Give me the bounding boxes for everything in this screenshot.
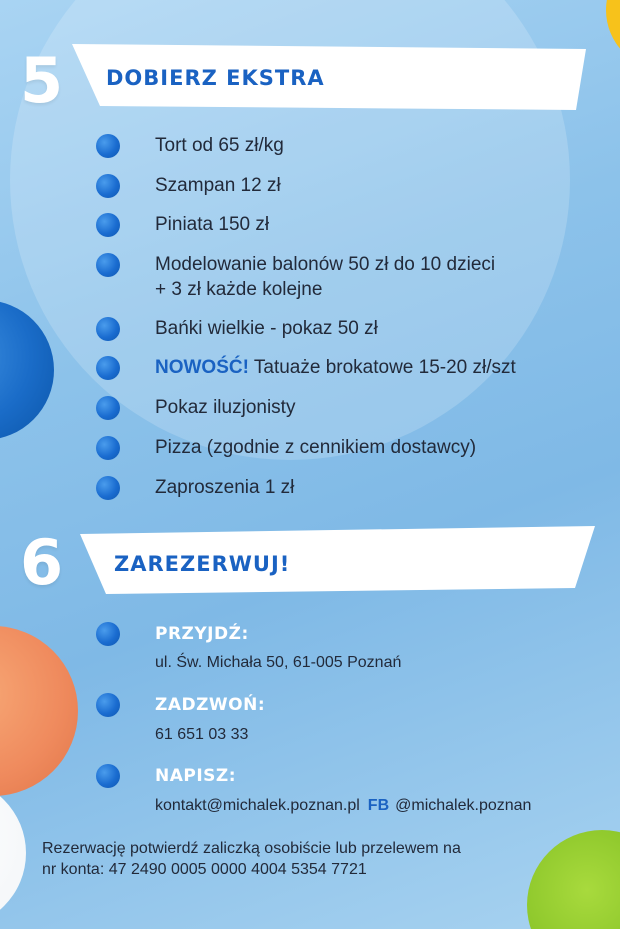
bullet-icon [96, 476, 120, 500]
list-item-text: Tort od 65 zł/kg [155, 135, 284, 156]
phone-number[interactable]: 61 651 03 33 [155, 726, 249, 743]
fb-handle[interactable]: @michalek.poznan [395, 797, 532, 814]
address-text: ul. Św. Michała 50, 61-005 Poznań [155, 654, 402, 671]
section-6-number: 6 [20, 526, 64, 599]
decorative-blue-ball [0, 300, 54, 440]
list-item-text-line2: + 3 zł każde kolejne [155, 279, 323, 300]
section-5-number: 5 [20, 44, 64, 117]
bullet-icon [96, 693, 120, 717]
section-5-title: DOBIERZ EKSTRA [106, 66, 325, 90]
bullet-icon [96, 396, 120, 420]
bullet-icon [96, 174, 120, 198]
footer-note [42, 838, 542, 880]
footer-line-1: Rezerwację potwierdź zaliczką osobiście lub przelewem na [42, 840, 461, 857]
decorative-yellow-ball [606, 0, 620, 70]
list-item-text: Zaproszenia 1 zł [155, 477, 295, 498]
list-item-text: Pokaz iluzjonisty [155, 397, 296, 418]
list-item-text: Pizza (zgodnie z cennikiem dostawcy) [155, 437, 477, 458]
section-6-banner [78, 526, 598, 596]
bullet-icon [96, 317, 120, 341]
fb-label: FB [367, 797, 390, 814]
footer-line-2: nr konta: 47 2490 0005 0000 4004 5354 7721 [42, 861, 367, 878]
list-item-text: Szampan 12 zł [155, 175, 281, 196]
section-5-banner [70, 44, 590, 114]
call-label: ZADZWOŃ: [155, 695, 266, 715]
decorative-white-ball [0, 778, 26, 928]
contact-line [155, 797, 531, 815]
list-item-text: Piniata 150 zł [155, 214, 270, 235]
bullet-icon [96, 622, 120, 646]
come-label: PRZYJDŹ: [155, 624, 249, 644]
bullet-icon [96, 134, 120, 158]
new-badge: NOWOŚĆ! [155, 357, 249, 378]
section-6-title: ZAREZERWUJ! [114, 552, 291, 576]
bullet-icon [96, 764, 120, 788]
bullet-icon [96, 436, 120, 460]
list-item-text: Modelowanie balonów 50 zł do 10 dzieci [155, 254, 496, 275]
bullet-icon [96, 253, 120, 277]
list-item-text [155, 356, 516, 379]
bullet-icon [96, 213, 120, 237]
list-item-text: Bańki wielkie - pokaz 50 zł [155, 318, 378, 339]
decorative-orange-ball [0, 626, 78, 796]
email-link[interactable]: kontakt@michalek.poznan.pl [155, 797, 360, 814]
bullet-icon [96, 356, 120, 380]
write-label: NAPISZ: [155, 766, 237, 786]
tatuaze-text: Tatuaże brokatowe 15-20 zł/szt [253, 357, 516, 378]
